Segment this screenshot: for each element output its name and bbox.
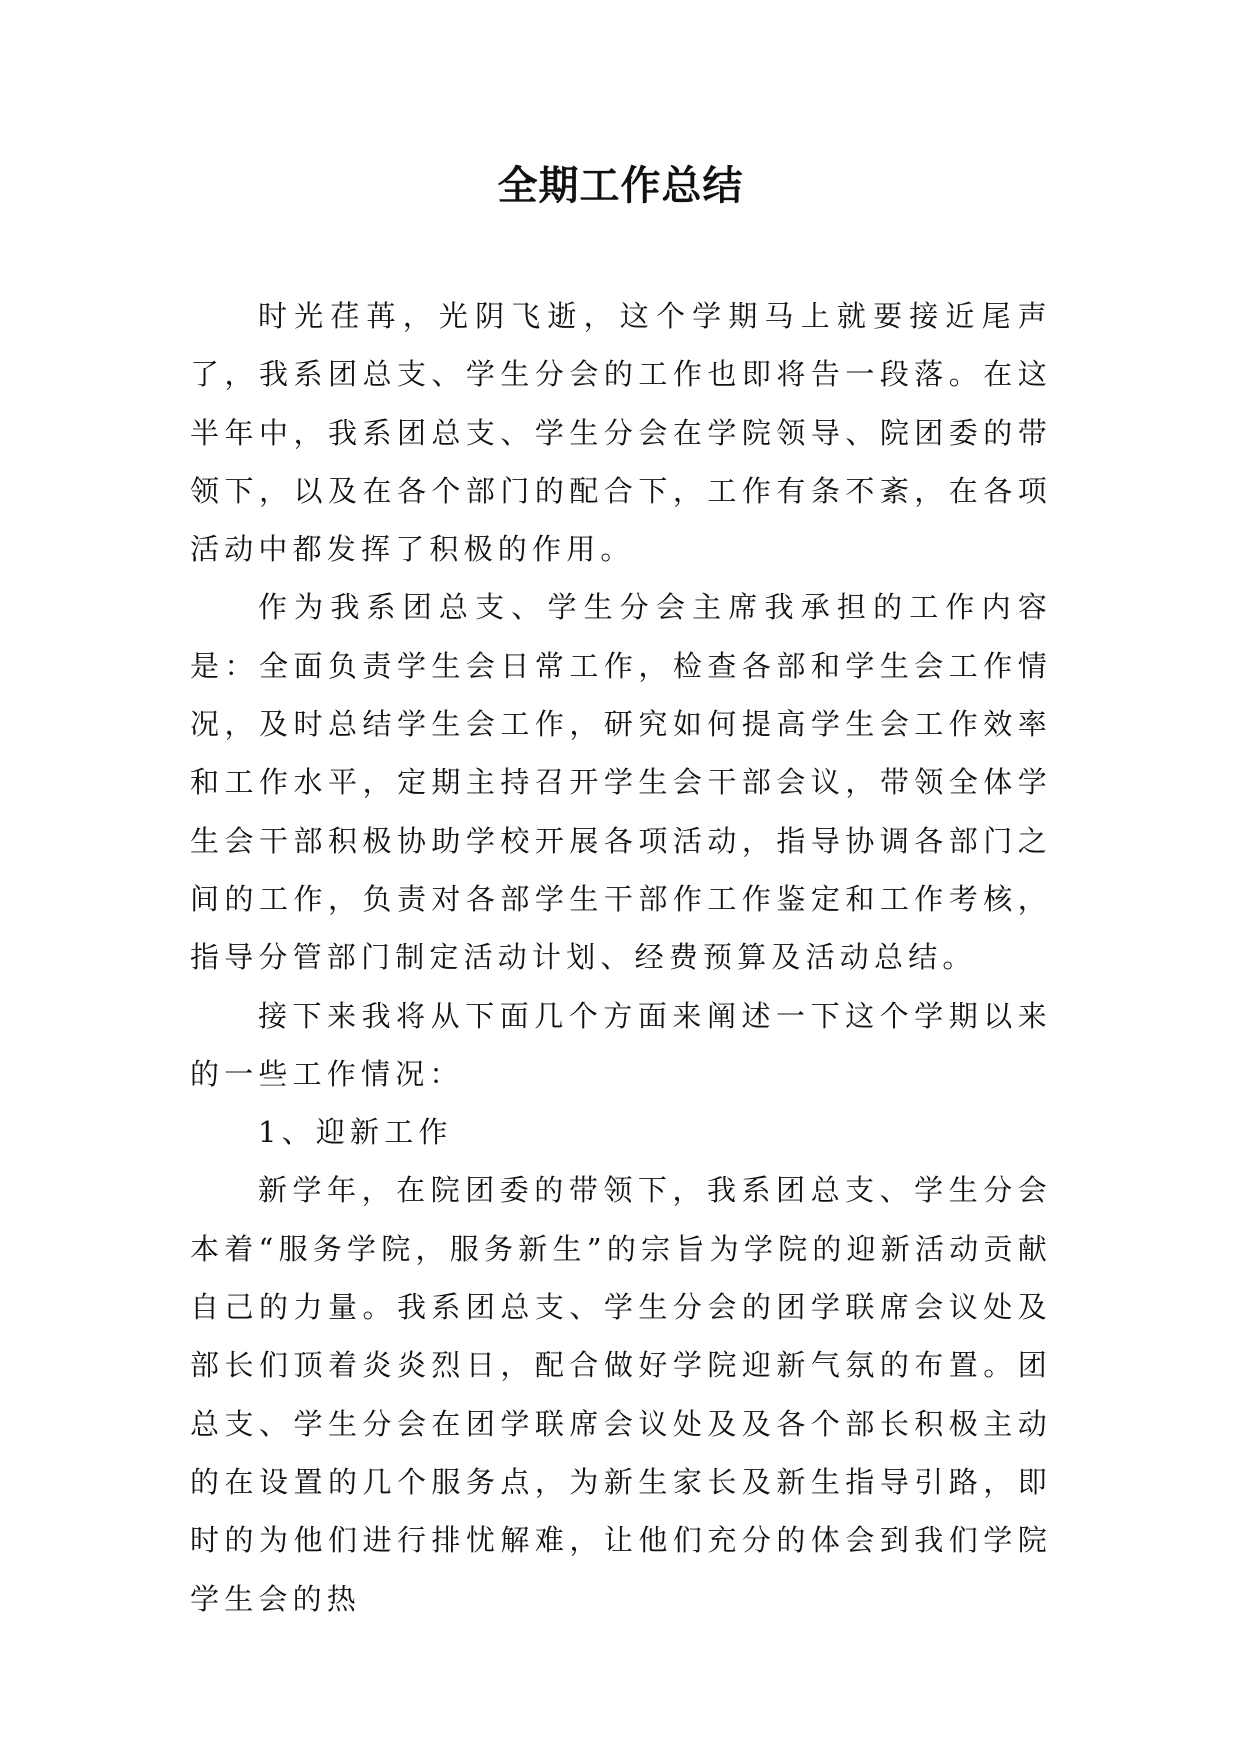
document-body — [190, 287, 1052, 1628]
paragraph-intro: 时光荏苒，光阴飞逝，这个学期马上就要接近尾声了，我系团总支、学生分会的工作也即将告一段落。在这半年中，我系团总支、学生分会在学院领导、院团委的带领下，以及在各个部门的配合下，工作有条不紊，在各项活动中都发挥了积极的作用。 — [190, 299, 1052, 567]
paragraph-duties: 作为我系团总支、学生分会主席我承担的工作内容是：全面负责学生会日常工作，检查各部和学生会工作情况，及时总结学生会工作，研究如何提高学生会工作效率和工作水平，定期主持召开学生会干部会议，带领全体学生会干部积极协助学校开展各项活动，指导协调各部门之间的工作，负责对各部学生干部作工作鉴定和工作考核，指导分管部门制定活动计划、经费预算及活动总结。 — [190, 590, 1052, 975]
document-title: 全期工作总结 — [497, 163, 744, 209]
paragraph-outline: 接下来我将从下面几个方面来阐述一下这个学期以来的一些工作情况： — [190, 998, 1052, 1091]
section-heading-welcome: 1、迎新工作 — [258, 1115, 453, 1150]
paragraph-welcome-work: 新学年，在院团委的带领下，我系团总支、学生分会本着“服务学院，服务新生”的宗旨为学院的迎新活动贡献自己的力量。我系团总支、学生分会的团学联席会议处及部长们顶着炎炎烈日，配合做好学院迎新气氛的布置。团总支、学生分会在团学联席会议处及及各个部长积极主动的在设置的几个服务点，为新生家长及新生指导引路，即时的为他们进行排忧解难，让他们充分的体会到我们学院学生会的热 — [190, 1173, 1052, 1616]
